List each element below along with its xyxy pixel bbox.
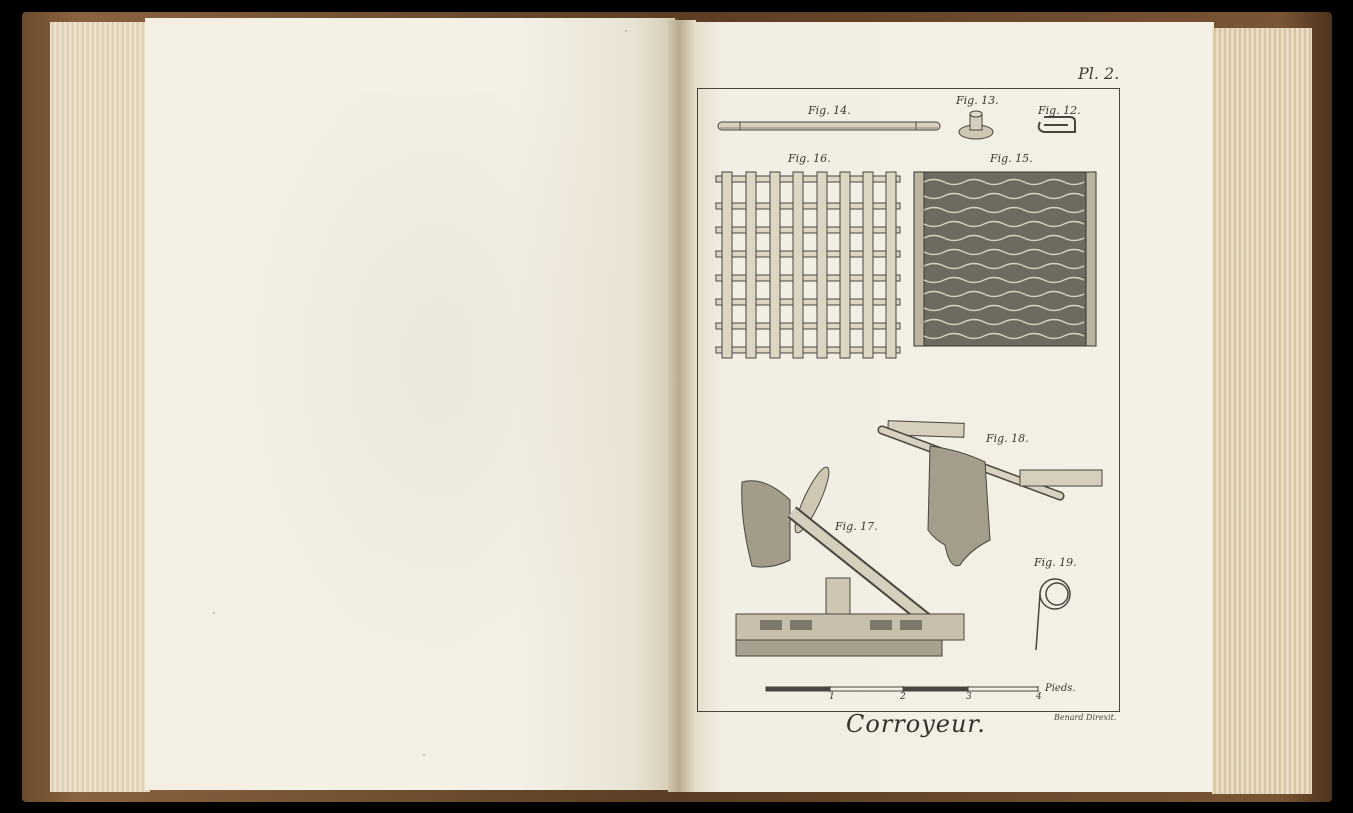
fig12-label: Fig. 12. [1038, 104, 1081, 117]
fig19-coil-drawing [1036, 579, 1070, 650]
fig19-label: Fig. 19. [1034, 556, 1077, 569]
scale-tick-label: 3 [966, 692, 972, 702]
scale-tick-label: 2 [900, 692, 906, 702]
scale-unit-label: Pieds. [1045, 683, 1076, 694]
fig14-label: Fig. 14. [808, 104, 851, 117]
fig13-stamp-drawing [959, 111, 993, 139]
plate-title: Corroyeur. [846, 710, 986, 738]
fig15-woven-mat-drawing [914, 172, 1096, 346]
fig15-label: Fig. 15. [990, 152, 1033, 165]
fig18-label: Fig. 18. [986, 432, 1029, 445]
scale-tick-label: 4 [1036, 692, 1042, 702]
plate-number: Pl. 2. [1078, 64, 1120, 83]
fig16-label: Fig. 16. [788, 152, 831, 165]
fig12-hook-drawing [1039, 117, 1075, 132]
fig16-rack-drawing [716, 172, 900, 358]
fig13-label: Fig. 13. [956, 94, 999, 107]
engraver-credit: Benard Direxit. [1054, 713, 1117, 722]
fig17-label: Fig. 17. [835, 520, 878, 533]
fig14-rod-drawing [718, 122, 940, 130]
scale-tick-label: 1 [829, 692, 835, 702]
